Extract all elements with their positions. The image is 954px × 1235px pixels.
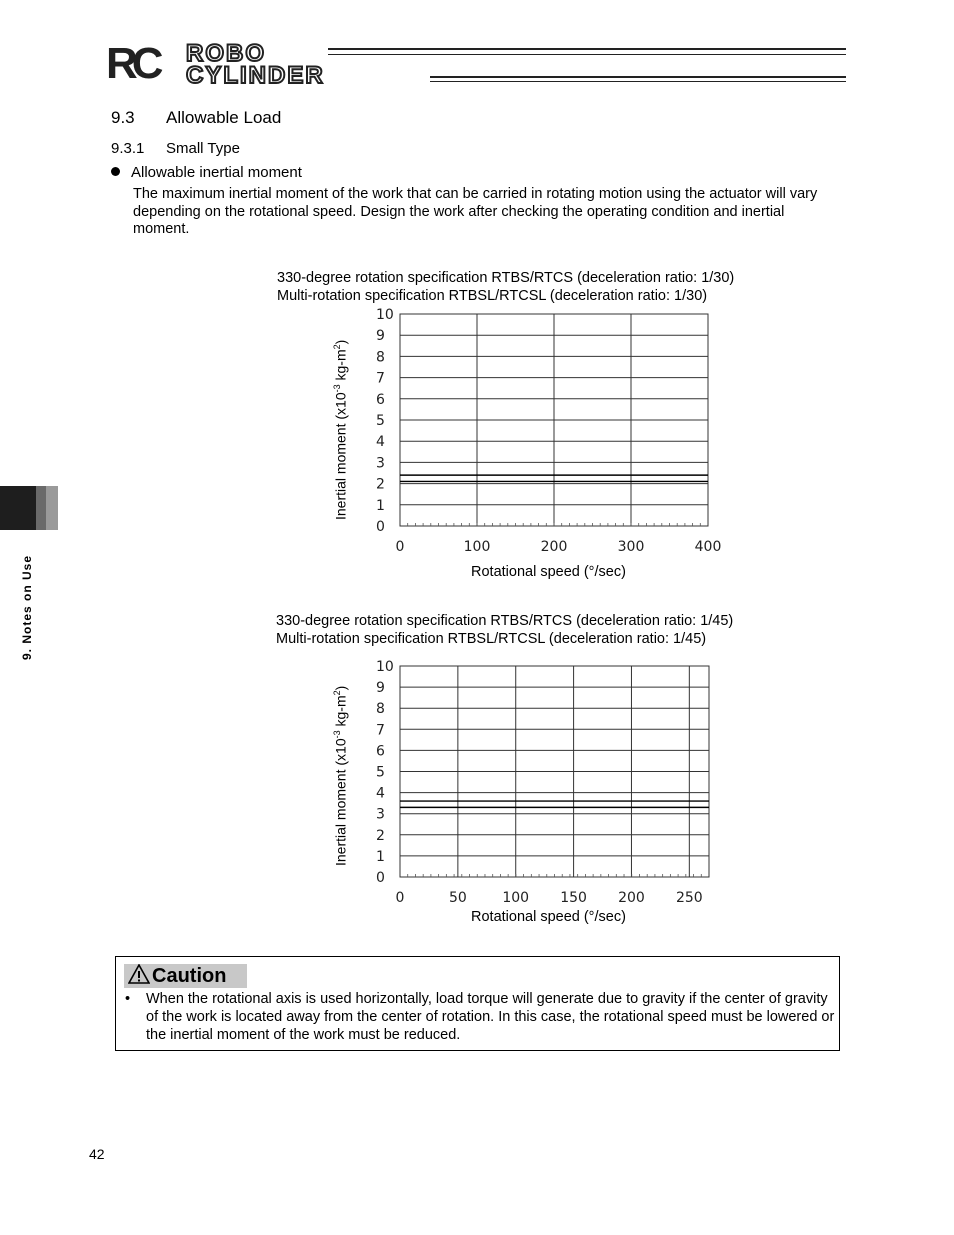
chart1-y-tick-label: 2 [376,476,385,493]
chart1-x-tick-label: 100 [463,539,491,555]
chart1-y-axis-label: Inertial moment ($x10^{-3}$ $kg-m^2$) [332,339,349,520]
logo-word-cylinder: CYLINDER [186,62,325,89]
chart2-caption-line2: Multi-rotation specification RTBSL/RTCSL (deceleration ratio: 1/45) [276,631,707,647]
chart2-y-tick-label: 1 [376,848,385,865]
chart1-y-tick-label: 5 [376,413,385,429]
chart1-x-tick-label: 0 [395,539,405,555]
chart1-y-tick-label: 7 [376,370,385,387]
chart2-x-tick-label: 200 [618,890,645,906]
header-rule-top [328,48,846,50]
chart2-plot [360,655,730,910]
chart1-y-tick-label: 3 [376,455,385,472]
chapter-side-label: 9. Notes on Use [20,554,34,660]
section-heading [111,108,281,128]
header-rule-top-thin [328,54,846,55]
caution-title: Caution [152,965,227,987]
chart2-y-tick-label: 4 [376,785,385,802]
chart1-x-tick-label: 400 [694,539,722,555]
chart2-y-tick-label: 3 [376,806,385,823]
caution-box [115,956,840,1051]
subsection-title: Small Type [166,140,240,157]
chart2-y-tick-label: 6 [376,743,385,760]
caution-text: When the rotational axis is used horizontally, load torque will generate due to gravity if the center of gravity of the work is located away from the center of rotation. In this case, the rotational speed must be lowered or the inertial moment of the work must be reduced. [146,991,835,1043]
chart2-y-tick-label: 2 [376,827,385,844]
bullet-title: Allowable inertial moment [131,164,302,181]
subsection-number: 9.3.1 [111,140,145,157]
chart1-x-tick-label: 200 [540,539,568,555]
chart1-caption-line1: 330-degree rotation specification RTBS/RTCS (deceleration ratio: 1/30) [277,270,735,286]
chart2-x-tick-label: 50 [448,890,467,906]
caution-bullet: • [125,991,131,1007]
logo-word-robo: ROBO [186,40,266,67]
chart1-y-tick-label: 10 [376,307,394,323]
header-rule-bottom [430,76,846,78]
chart2-x-axis-label: Rotational speed (°/sec) [471,909,626,925]
chart1-x-axis-label: Rotational speed (°/sec) [471,564,626,580]
warning-triangle-icon [128,964,150,984]
chart2-y-tick-label: 8 [376,701,385,718]
caution-item [125,990,835,1044]
chart2-y-tick-label: 9 [376,680,385,697]
chart1-y-tick-label: 8 [376,349,385,366]
bullet-heading [111,164,302,181]
chart2-x-tick-label: 150 [560,890,587,906]
caution-heading [124,964,247,988]
bullet-dot-icon [111,167,120,176]
chart1-y-tick-label: 1 [376,497,385,514]
chart2-x-tick-label: 250 [675,890,703,906]
section-number: 9.3 [111,108,135,127]
chapter-side-tab [0,486,58,530]
page-number: 42 [89,1146,105,1162]
chart2-y-tick-label: 5 [376,764,385,781]
chart2-x-tick-label: 100 [502,890,530,906]
chart2-x-tick-label: 0 [395,890,405,906]
chart1-y-tick-label: 4 [376,434,385,451]
chart2-y-axis-label: Inertial moment ($x10^{-3}$ $kg-m^2$) [332,685,349,866]
chart2-y-tick-label: 0 [376,870,385,886]
chart2-y-tick-label: 10 [376,659,394,675]
chart1-plot [360,300,730,560]
subsection-heading [111,140,240,157]
chart2-y-tick-label: 7 [376,722,385,739]
chart2-caption-line1: 330-degree rotation specification RTBS/RTCS (deceleration ratio: 1/45) [276,613,734,629]
chart2-caption [276,612,733,648]
chart1-x-tick-label: 300 [617,539,645,555]
logo-mark [106,40,182,88]
chart1-y-tick-label: 6 [376,391,385,408]
header-rule-bottom-thin [430,81,846,82]
section-title: Allowable Load [166,108,282,127]
chart1-y-tick-label: 0 [376,519,385,535]
chart1-caption-line2: Multi-rotation specification RTBSL/RTCSL (deceleration ratio: 1/30) [277,288,708,304]
chart1-y-tick-label: 9 [376,328,385,345]
bullet-paragraph: The maximum inertial moment of the work that can be carried in rotating motion using the actuator will vary depending on the rotational speed. Design the work after checking the operating condition and inertial moment. [133,186,818,237]
logo-mark-text: RC [106,39,158,88]
